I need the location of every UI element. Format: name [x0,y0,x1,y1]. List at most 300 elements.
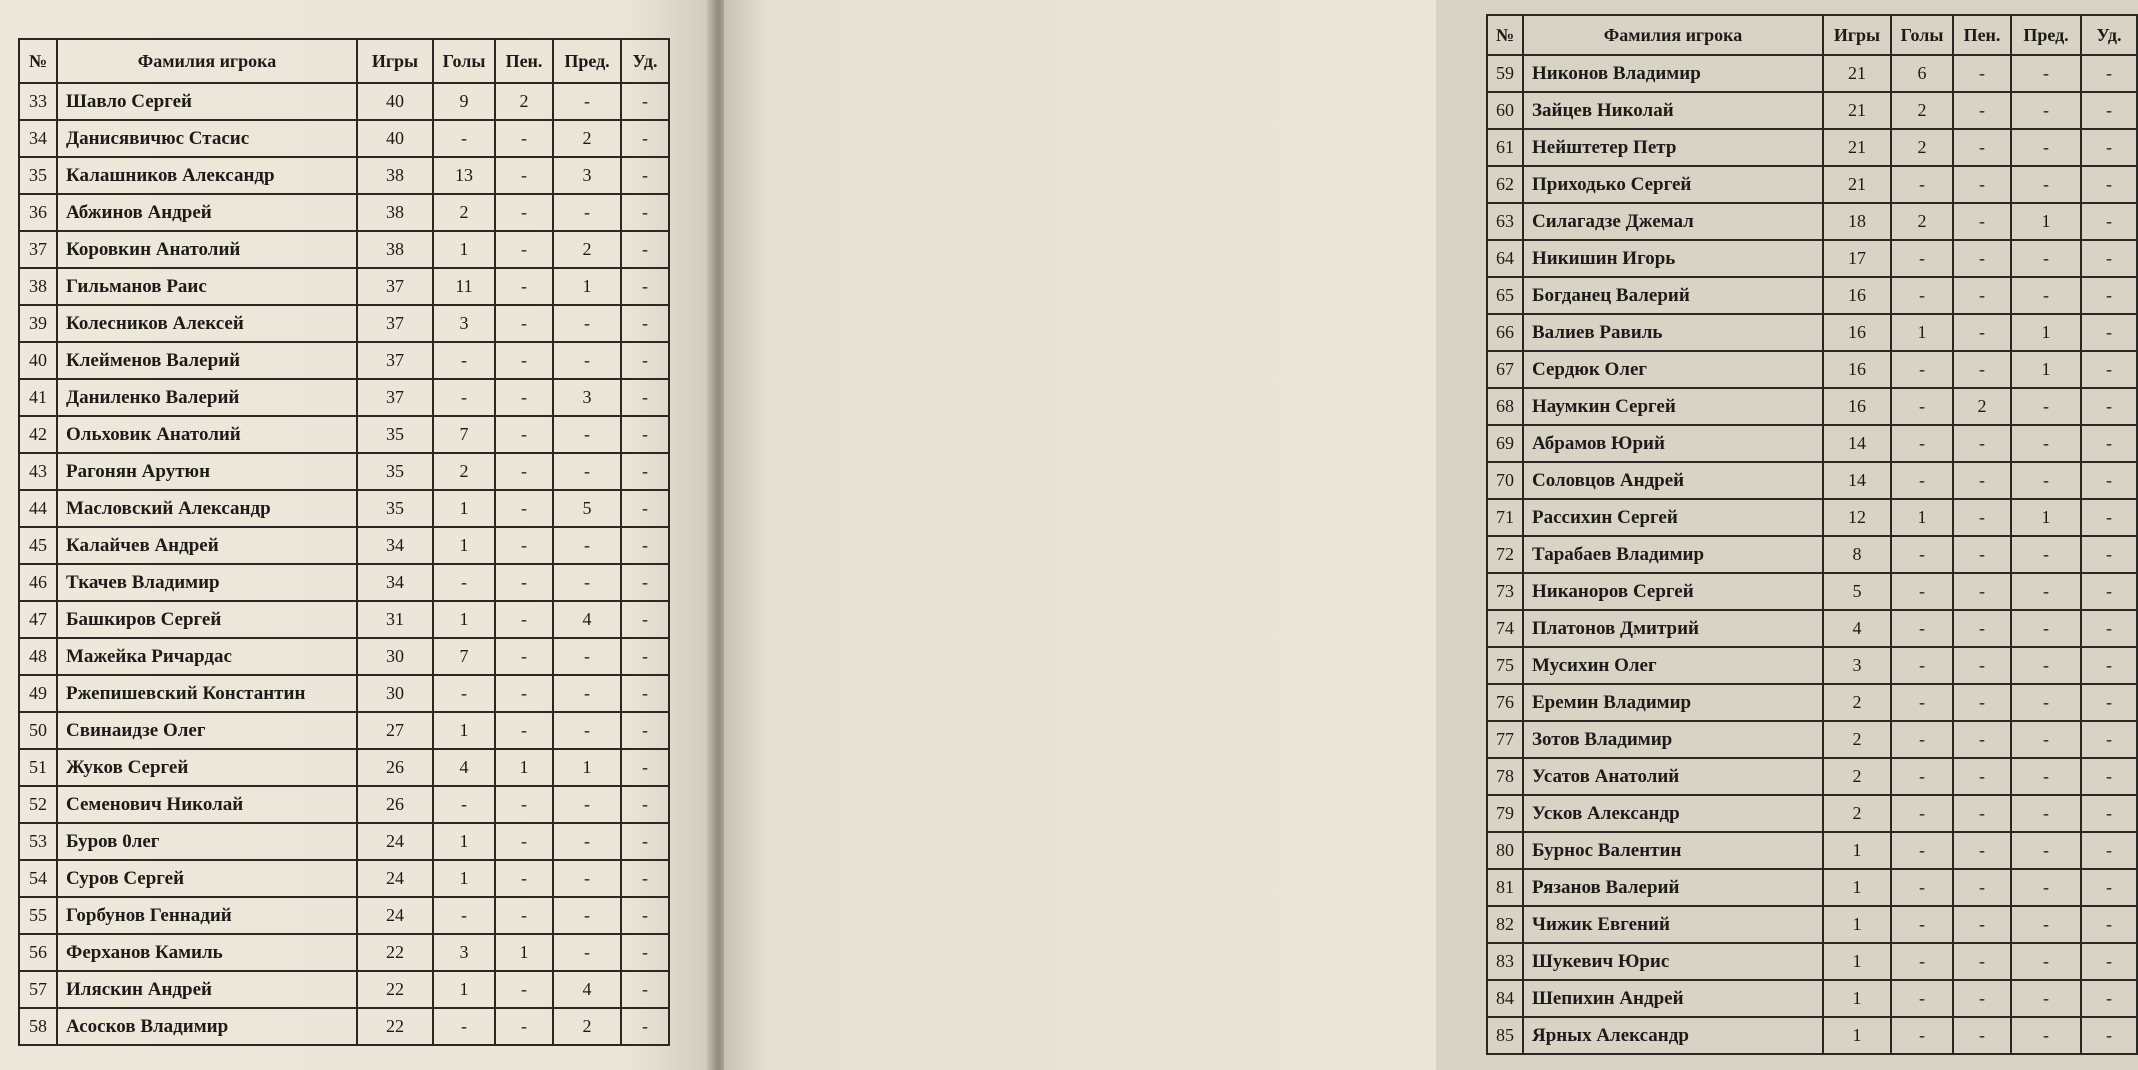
ejections-value: - [2081,832,2137,869]
goals-value: 4 [433,749,495,786]
col-header-number: № [19,39,57,83]
games-value: 38 [357,157,433,194]
goals-value: - [1891,758,1953,795]
col-header-player-name: Фамилия игрока [1523,15,1823,55]
goals-value: 3 [433,934,495,971]
warnings-value: - [2011,55,2081,92]
warnings-value: 4 [553,601,621,638]
warnings-value: - [2011,388,2081,425]
player-name: Гильманов Раис [57,268,357,305]
row-number: 45 [19,527,57,564]
ejections-value: - [621,1008,669,1045]
penalties-value: 2 [1953,388,2011,425]
penalties-value: - [495,490,553,527]
table-row [1487,499,2137,536]
ejections-value: - [2081,203,2137,240]
games-value: 26 [357,749,433,786]
row-number: 71 [1487,499,1523,536]
table-row [19,379,669,416]
ejections-value: - [2081,240,2137,277]
goals-value: 6 [1891,55,1953,92]
ejections-value: - [2081,388,2137,425]
penalties-value: - [1953,462,2011,499]
warnings-value: 1 [2011,499,2081,536]
warnings-value: 3 [553,379,621,416]
warnings-value: - [2011,277,2081,314]
goals-value: - [1891,536,1953,573]
warnings-value: - [553,416,621,453]
games-value: 27 [357,712,433,749]
row-number: 48 [19,638,57,675]
games-value: 24 [357,897,433,934]
row-number: 52 [19,786,57,823]
warnings-value: - [2011,610,2081,647]
goals-value: - [1891,795,1953,832]
games-value: 5 [1823,573,1891,610]
ejections-value: - [621,823,669,860]
penalties-value: - [1953,647,2011,684]
goals-value: 2 [1891,129,1953,166]
penalties-value: - [495,527,553,564]
ejections-value: - [2081,425,2137,462]
table-row [19,823,669,860]
col-header-ejections: Уд. [621,39,669,83]
warnings-value: - [2011,462,2081,499]
warnings-value: 1 [2011,351,2081,388]
goals-value: - [1891,684,1953,721]
row-number: 36 [19,194,57,231]
games-value: 1 [1823,1017,1891,1054]
table-row [19,1008,669,1045]
table-row [19,157,669,194]
goals-value: - [433,1008,495,1045]
table-row [1487,647,2137,684]
ejections-value: - [621,527,669,564]
goals-value: - [1891,277,1953,314]
penalties-value: - [495,712,553,749]
col-header-warnings: Пред. [553,39,621,83]
row-number: 68 [1487,388,1523,425]
penalties-value: - [495,453,553,490]
games-value: 21 [1823,129,1891,166]
player-name: Мажейка Ричардас [57,638,357,675]
games-value: 16 [1823,351,1891,388]
table-row [19,305,669,342]
ejections-value: - [621,194,669,231]
games-value: 26 [357,786,433,823]
penalties-value: - [1953,1017,2011,1054]
row-number: 51 [19,749,57,786]
ejections-value: - [2081,610,2137,647]
warnings-value: - [2011,129,2081,166]
games-value: 22 [357,934,433,971]
goals-value: - [1891,1017,1953,1054]
goals-value: 3 [433,305,495,342]
goals-value: - [433,342,495,379]
goals-value: - [1891,721,1953,758]
ejections-value: - [2081,980,2137,1017]
table-row [1487,129,2137,166]
player-name: Калайчев Андрей [57,527,357,564]
penalties-value: - [1953,425,2011,462]
table-row [1487,610,2137,647]
warnings-value: 4 [553,971,621,1008]
player-name: Ферханов Камиль [57,934,357,971]
row-number: 56 [19,934,57,971]
player-name: Колесников Алексей [57,305,357,342]
warnings-value: - [2011,795,2081,832]
player-name: Горбунов Геннадий [57,897,357,934]
ejections-value: - [621,897,669,934]
player-name: Коровкин Анатолий [57,231,357,268]
player-name: Усков Александр [1523,795,1823,832]
row-number: 78 [1487,758,1523,795]
table-row [19,120,669,157]
player-name: Соловцов Андрей [1523,462,1823,499]
table-row [1487,55,2137,92]
warnings-value: - [553,823,621,860]
penalties-value: - [1953,684,2011,721]
ejections-value: - [2081,499,2137,536]
warnings-value: 5 [553,490,621,527]
table-row [1487,721,2137,758]
table-row [1487,166,2137,203]
goals-value: 2 [433,453,495,490]
table-row [1487,425,2137,462]
penalties-value: - [495,416,553,453]
col-header-warnings: Пред. [2011,15,2081,55]
player-name: Зайцев Николай [1523,92,1823,129]
games-value: 1 [1823,943,1891,980]
player-name: Ткачев Владимир [57,564,357,601]
penalties-value: - [495,157,553,194]
games-value: 17 [1823,240,1891,277]
ejections-value: - [2081,351,2137,388]
ejections-value: - [621,416,669,453]
table-row [1487,832,2137,869]
games-value: 38 [357,231,433,268]
penalties-value: - [1953,758,2011,795]
games-value: 4 [1823,610,1891,647]
row-number: 62 [1487,166,1523,203]
ejections-value: - [2081,573,2137,610]
warnings-value: - [2011,758,2081,795]
games-value: 16 [1823,388,1891,425]
player-stats-table-left [18,38,670,1046]
goals-value: - [1891,166,1953,203]
warnings-value: - [553,638,621,675]
ejections-value: - [2081,943,2137,980]
row-number: 79 [1487,795,1523,832]
goals-value: - [1891,240,1953,277]
games-value: 1 [1823,832,1891,869]
row-number: 76 [1487,684,1523,721]
row-number: 47 [19,601,57,638]
player-name: Ярных Александр [1523,1017,1823,1054]
goals-value: 2 [1891,92,1953,129]
goals-value: - [433,786,495,823]
table-row [1487,351,2137,388]
player-name: Никонов Владимир [1523,55,1823,92]
row-number: 77 [1487,721,1523,758]
player-name: Асосков Владимир [57,1008,357,1045]
goals-value: - [1891,610,1953,647]
warnings-value: - [2011,721,2081,758]
table-row [1487,277,2137,314]
table-row [1487,536,2137,573]
player-name: Богданец Валерий [1523,277,1823,314]
player-name: Рагонян Арутюн [57,453,357,490]
warnings-value: - [2011,536,2081,573]
penalties-value: - [495,860,553,897]
ejections-value: - [621,342,669,379]
goals-value: - [433,564,495,601]
warnings-value: - [553,897,621,934]
player-name: Клейменов Валерий [57,342,357,379]
row-number: 35 [19,157,57,194]
col-header-player-name: Фамилия игрока [57,39,357,83]
col-header-goals: Голы [433,39,495,83]
row-number: 55 [19,897,57,934]
player-name: Зотов Владимир [1523,721,1823,758]
player-name: Ольховик Анатолий [57,416,357,453]
row-number: 69 [1487,425,1523,462]
table-row [19,490,669,527]
goals-value: - [1891,869,1953,906]
row-number: 63 [1487,203,1523,240]
row-number: 37 [19,231,57,268]
player-name: Платонов Дмитрий [1523,610,1823,647]
penalties-value: - [495,897,553,934]
warnings-value: - [2011,684,2081,721]
warnings-value: - [2011,906,2081,943]
goals-value: 1 [433,601,495,638]
ejections-value: - [2081,684,2137,721]
penalties-value: - [1953,277,2011,314]
penalties-value: - [495,1008,553,1045]
games-value: 21 [1823,166,1891,203]
table-row [19,83,669,120]
table-row [19,897,669,934]
games-value: 2 [1823,795,1891,832]
player-name: Силагадзе Джемал [1523,203,1823,240]
ejections-value: - [2081,166,2137,203]
row-number: 42 [19,416,57,453]
row-number: 43 [19,453,57,490]
games-value: 16 [1823,277,1891,314]
player-name: Тарабаев Владимир [1523,536,1823,573]
warnings-value: - [2011,425,2081,462]
ejections-value: - [621,231,669,268]
penalties-value: 1 [495,749,553,786]
goals-value: 1 [433,712,495,749]
penalties-value: - [1953,129,2011,166]
games-value: 24 [357,860,433,897]
row-number: 83 [1487,943,1523,980]
player-name: Сердюк Олег [1523,351,1823,388]
table-row [19,638,669,675]
goals-value: - [433,897,495,934]
table-row [1487,869,2137,906]
goals-value: - [1891,980,1953,1017]
player-name: Нейштетер Петр [1523,129,1823,166]
table-row [1487,314,2137,351]
ejections-value: - [621,786,669,823]
table-body-right [1487,55,2137,1054]
penalties-value: - [1953,721,2011,758]
table-row [1487,573,2137,610]
player-name: Суров Сергей [57,860,357,897]
player-name: Данисявичюс Стасис [57,120,357,157]
penalties-value: - [1953,795,2011,832]
goals-value: 1 [433,860,495,897]
player-name: Иляскин Андрей [57,971,357,1008]
ejections-value: - [2081,536,2137,573]
warnings-value: - [2011,1017,2081,1054]
penalties-value: - [1953,832,2011,869]
goals-value: 7 [433,638,495,675]
penalties-value: 2 [495,83,553,120]
table-row [19,453,669,490]
table-row [1487,795,2137,832]
warnings-value: - [2011,980,2081,1017]
table-row [19,194,669,231]
row-number: 39 [19,305,57,342]
goals-value: - [433,120,495,157]
warnings-value: - [553,675,621,712]
ejections-value: - [2081,869,2137,906]
row-number: 59 [1487,55,1523,92]
row-number: 61 [1487,129,1523,166]
row-number: 46 [19,564,57,601]
goals-value: - [433,675,495,712]
col-header-games: Игры [1823,15,1891,55]
row-number: 75 [1487,647,1523,684]
penalties-value: - [1953,92,2011,129]
games-value: 8 [1823,536,1891,573]
goals-value: - [1891,573,1953,610]
table-row [19,342,669,379]
row-number: 64 [1487,240,1523,277]
table-row [1487,906,2137,943]
games-value: 22 [357,1008,433,1045]
goals-value: 1 [433,823,495,860]
player-name: Валиев Равиль [1523,314,1823,351]
games-value: 40 [357,83,433,120]
row-number: 66 [1487,314,1523,351]
row-number: 58 [19,1008,57,1045]
games-value: 37 [357,268,433,305]
ejections-value: - [621,749,669,786]
warnings-value: - [2011,240,2081,277]
goals-value: 1 [433,490,495,527]
penalties-value: - [495,231,553,268]
penalties-value: - [1953,573,2011,610]
ejections-value: - [2081,92,2137,129]
penalties-value: - [1953,240,2011,277]
row-number: 54 [19,860,57,897]
goals-value: 11 [433,268,495,305]
ejections-value: - [621,934,669,971]
ejections-value: - [2081,314,2137,351]
warnings-value: - [553,194,621,231]
ejections-value: - [2081,55,2137,92]
table-row [19,786,669,823]
games-value: 21 [1823,92,1891,129]
games-value: 22 [357,971,433,1008]
penalties-value: - [1953,314,2011,351]
penalties-value: - [495,786,553,823]
player-name: Даниленко Валерий [57,379,357,416]
goals-value: - [1891,388,1953,425]
ejections-value: - [621,971,669,1008]
player-name: Свинаидзе Олег [57,712,357,749]
table-header-row [19,39,669,83]
table-row [19,601,669,638]
games-value: 18 [1823,203,1891,240]
table-row [1487,203,2137,240]
row-number: 81 [1487,869,1523,906]
penalties-value: - [1953,55,2011,92]
row-number: 67 [1487,351,1523,388]
warnings-value: 2 [553,120,621,157]
table-row [19,860,669,897]
penalties-value: - [495,379,553,416]
row-number: 84 [1487,980,1523,1017]
ejections-value: - [621,120,669,157]
table-row [1487,240,2137,277]
warnings-value: - [2011,832,2081,869]
warnings-value: 1 [2011,203,2081,240]
goals-value: 1 [1891,499,1953,536]
row-number: 73 [1487,573,1523,610]
games-value: 1 [1823,906,1891,943]
warnings-value: 1 [553,268,621,305]
table-row [19,268,669,305]
col-header-goals: Голы [1891,15,1953,55]
right-page [724,0,2122,1070]
penalties-value: - [495,564,553,601]
warnings-value: 3 [553,157,621,194]
warnings-value: - [553,527,621,564]
penalties-value: - [1953,906,2011,943]
row-number: 34 [19,120,57,157]
penalties-value: - [1953,536,2011,573]
warnings-value: - [553,786,621,823]
row-number: 40 [19,342,57,379]
player-name: Калашников Александр [57,157,357,194]
penalties-value: - [1953,166,2011,203]
ejections-value: - [621,860,669,897]
col-header-penalties: Пен. [495,39,553,83]
warnings-value: - [553,564,621,601]
row-number: 41 [19,379,57,416]
games-value: 35 [357,416,433,453]
row-number: 65 [1487,277,1523,314]
penalties-value: - [495,971,553,1008]
penalties-value: 1 [495,934,553,971]
games-value: 40 [357,120,433,157]
ejections-value: - [621,157,669,194]
player-name: Масловский Александр [57,490,357,527]
penalties-value: - [495,823,553,860]
goals-value: - [1891,647,1953,684]
games-value: 35 [357,453,433,490]
games-value: 2 [1823,684,1891,721]
table-row [19,527,669,564]
table-row [1487,758,2137,795]
row-number: 74 [1487,610,1523,647]
